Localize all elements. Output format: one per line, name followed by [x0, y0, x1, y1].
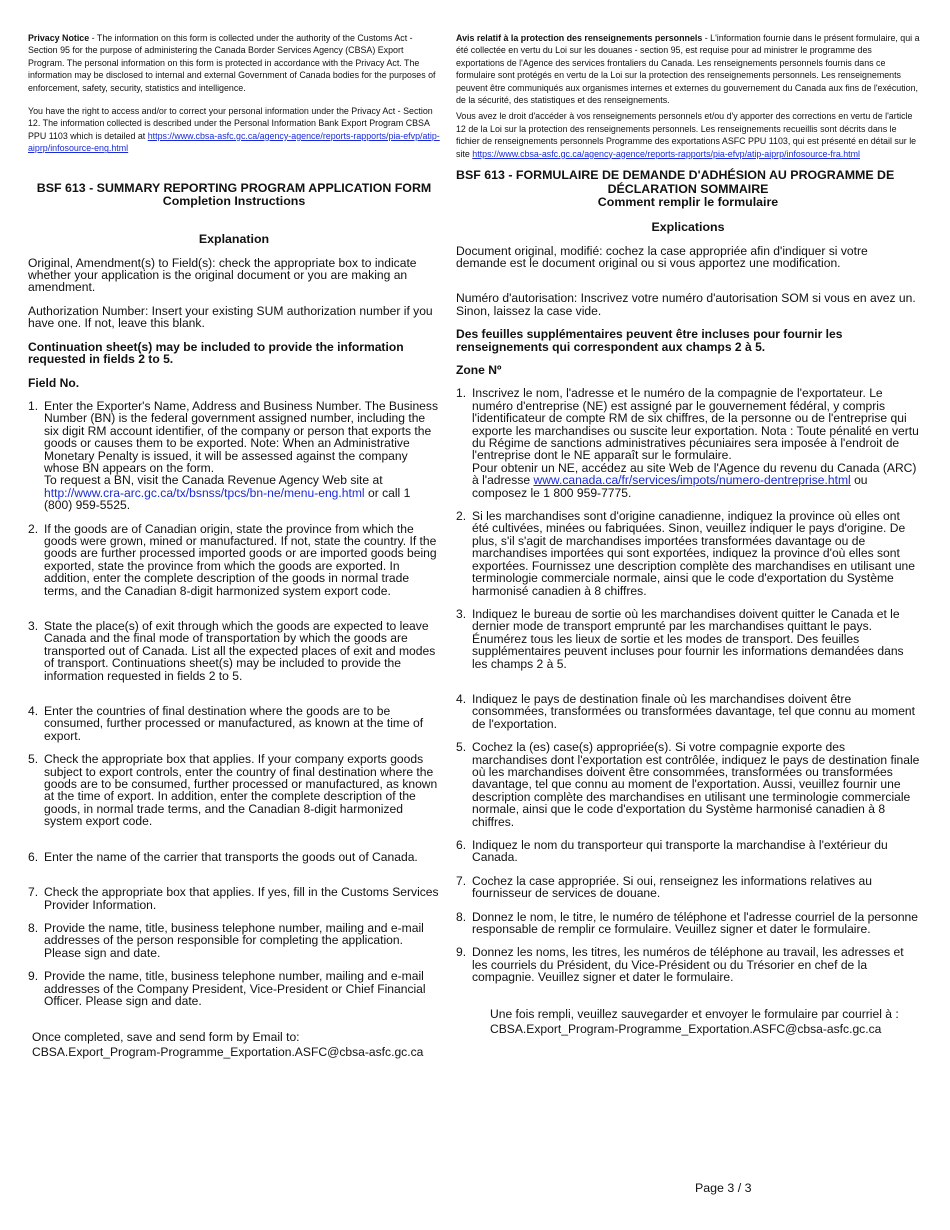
cra-bn-link-fr[interactable]: www.canada.ca/fr/services/impots/numero-dentreprise.html	[533, 473, 851, 488]
continuation-note-fr: Des feuilles supplémentaires peuvent être incluses pour fournir les renseignements qui correspondent aux champs 2 à 5.	[456, 327, 843, 354]
continuation-note-en: Continuation sheet(s) may be included to provide the information requested in fields 2 to 5.	[28, 339, 404, 367]
field-item-3-fr: 3. Indiquez le bureau de sortie où les marchandises doivent quitter le Canada et le dernier mode de transport emprunté par les marchandises quittant le pays. Énumérez tous les lieux de sortie et les modes de transport. Des feuilles supplémentaires peuvent incluses pour fournir les informations demandées dans les champs 2 à 5.	[456, 606, 904, 671]
infosource-link-fr[interactable]: https://www.cbsa-asfc.gc.ca/agency-agence/reports-rapports/pia-efvp/atip-aiprp/infosource-fra.html	[472, 148, 860, 159]
english-column	[28, 32, 440, 1060]
submission-footer-fr: Une fois rempli, veuillez sauvegarder et envoyer le formulaire par courriel à : CBSA.Export_Program-Programme_Exportation.ASFC@cbsa-asfc.gc.ca	[456, 1007, 920, 1037]
submission-email-fr[interactable]: CBSA.Export_Program-Programme_Exportation.ASFC@cbsa-asfc.gc.ca	[490, 1021, 882, 1036]
field-item-2-fr: 2. Si les marchandises sont d'origine canadienne, indiquez la province où elles ont été cultivées, minées ou fabriquées. Sinon, veuillez indiquer le pays d'origine. De plus, s'il s'agit de marchandises importées transformées davantage ou de marchandises importées qui sont exportées, indiquez la province d'où elles sont exportées. Fournissez une description complète des marchandises en utilisant une terminologie commerciale normale, ainsi que le code d'exportation du Système harmonisé canadien à 8 chiffres.	[456, 509, 916, 598]
french-column	[456, 32, 920, 1037]
authorization-number-para-fr: Numéro d'autorisation: Inscrivez votre numéro d'autorisation SOM si vous en avez un. Sinon, laissez la case vide.	[456, 291, 916, 318]
field-item-4-fr: 4. Indiquez le pays de destination finale où les marchandises doivent être consommées, transformées ou transformées davantage, tel que connu au moment de l'exportation.	[456, 691, 916, 731]
field-list-fr	[456, 387, 920, 983]
original-amendment-para-fr: Document original, modifié: cochez la case appropriée afin d'indiquer si votre demande est le document original ou si vous apportez une modification.	[456, 243, 868, 270]
form-title-fr: BSF 613 - FORMULAIRE DE DEMANDE D'ADHÉSION AU PROGRAMME DE DÉCLARATION SOMMAIRE Comment remplir le formulaire	[456, 168, 895, 210]
field-no-heading-fr: Zone Nº	[456, 363, 502, 377]
submission-footer-en: Once completed, save and send form by Email to: CBSA.Export_Program-Programme_Exportation.ASFC@cbsa-asfc.gc.ca	[28, 1030, 440, 1060]
privacy-notice-fr: Avis relatif à la protection des renseignements personnels - L'information fournie dans le présent formulaire, qui a été collectée en vertu du Loi sur les douanes - section 95, est requise pour ad ministrer le programme des exportations de l'Agence des services frontaliers du Canada. Les renseignements personnels fournis dans ce formulaire sont protégés en vertu de la Loi sur la protection des renseignements personnels. Les renseignements peuvent être communiqués aux organismes internes et externes du gouvernement du Canada aux fins de l'exécution, de la sécurité, des statistiques et des renseignements.	[456, 33, 920, 106]
field-item-1-en: 1. Enter the Exporter's Name, Address and Business Number. The Business Number (BN) is the federal government assigned number, including the six digit RM account identifier, of the company or person that exports the goods or causes them to be exported. Note: When an Administrative Monetary Penalty is issued, it will be assessed against the company whose BN appears on the form. To request a BN, visit the Canada Revenue Agency Web site at http://www.cra-arc.gc.ca/tx/bsnss/tpcs/bn-ne/menu-eng.html or call 1 (800) 959-5525.	[28, 398, 438, 513]
field-no-heading-en: Field No.	[28, 375, 80, 390]
field-item-3-en: 3. State the place(s) of exit through which the goods are expected to leave Canada and the final mode of transportation by which the goods are transported out of Canada. List all the expected places of exit and modes of transport. Continuations sheet(s) may be included to provide the information requested in fields 2 to 5.	[28, 619, 436, 683]
field-item-9-en: 9. Provide the name, title, business telephone number, mailing and e-mail addresses of the Company President, Vice-President or Chief Financial Officer. Please sign and date.	[28, 969, 426, 1008]
field-item-7-fr: 7. Cochez la case appropriée. Si oui, renseignez les informations relatives au fournisseur de services de douane.	[456, 873, 872, 901]
field-item-4-en: 4. Enter the countries of final destination where the goods are to be consumed, further processed or manufactured, as known at the time of export.	[28, 704, 424, 743]
original-amendment-para-en: Original, Amendment(s) to Field(s): check the appropriate box to indicate whether your application is the original document or you are making an amendment.	[28, 255, 417, 295]
authorization-number-para-en: Authorization Number: Insert your existing SUM authorization number if you have one. If not, leave this blank.	[28, 303, 433, 331]
field-item-6-en: 6. Enter the name of the carrier that transports the goods out of Canada.	[28, 849, 418, 864]
field-item-7-en: 7. Check the appropriate box that applies. If yes, fill in the Customs Services Provider Information.	[28, 885, 439, 912]
privacy-notice-en: Privacy Notice - The information on this form is collected under the authority of the Customs Act - Section 95 for the purpose of administering the Canada Border Services Agency (CBSA) Export Program. The personal information on this form is protected in accordance with the Privacy Act. The information may be disclosed to internal and external Government of Canada bodies for the purposes of enforcement, safety, security, statistics and intelligence.	[28, 33, 436, 93]
infosource-link-en[interactable]: https://www.cbsa-asfc.gc.ca/agency-agence/reports-rapports/pia-efvp/atip-aiprp/infosource-eng.html	[28, 130, 440, 154]
field-item-5-en: 5. Check the appropriate box that applies. If your company exports goods subject to export controls, enter the country of final destination where the goods are to be consumed, further processed or manufactured, as known at the time of export. In addition, enter the complete description of the goods, in normal trade terms, and the Canadian 8-digit harmonized system export code.	[28, 752, 438, 829]
explanation-heading-fr: Explications	[651, 219, 725, 234]
privacy-access-fr: Vous avez le droit d'accéder à vos renseignements personnels et/ou d'y apporter des corrections en vertu de l'article 12 de la Loi sur la protection des renseignements personnels. Les renseignements recueillis sont décrits dans le fichier de renseignements personnels Programme des exportations ASFC PPU 1103, qui est présenté en détail sur le site https://www.cbsa-asfc.gc.ca/agency-agence/reports-rapports/pia-efvp/atip-aiprp/infosource-fra.html	[456, 111, 917, 159]
field-item-8-fr: 8. Donnez le nom, le titre, le numéro de téléphone et l'adresse courriel de la personne responsable de remplir ce formulaire. Veuillez signer et dater le formulaire.	[456, 909, 919, 937]
field-item-6-fr: 6. Indiquez le nom du transporteur qui transporte la marchandise à l'extérieur du Canada.	[456, 838, 888, 865]
field-item-9-fr: 9. Donnez les noms, les titres, les numéros de téléphone au travail, les adresses et les courriels du Président, du Vice-Président ou du Trésorier en chef de la compagnie. Veuillez signer et dater le formulaire.	[456, 945, 904, 985]
field-list-en	[28, 400, 440, 1007]
field-item-5-fr: 5. Cochez la (es) case(s) appropriée(s). Si votre compagnie exporte des marchandises dont l'exportation est contrôlée, indiquez le pays de destination finale où les marchandises doivent être consommées, transformées ou transformées davantage, tel que connu au moment de l'exportation. Aussi, veuillez fournir une description complète des marchandises en utilisant une terminologie commerciale normale, ainsi que le code d'exportation du Système harmonisé canadien à 8 chiffres.	[456, 740, 920, 829]
cra-bn-link-en[interactable]: http://www.cra-arc.gc.ca/tx/bsnss/tpcs/bn-ne/menu-eng.html	[44, 485, 365, 500]
field-item-8-en: 8. Provide the name, title, business telephone number, mailing and e-mail addresses of the person responsible for completing the application. Please sign and date.	[28, 920, 424, 960]
privacy-access-en: You have the right to access and/or to correct your personal information under the Privacy Act - Section 12. The information collected is described under the Personal Information Bank Export Program CBSA PPU 1103 which is detailed at https://www.cbsa-asfc.gc.ca/agency-agence/reports-rapports/pia-efvp/atip-aiprp/infosource-eng.html	[28, 106, 440, 154]
explanation-heading-en: Explanation	[198, 231, 270, 246]
form-title-en: BSF 613 - SUMMARY REPORTING PROGRAM APPLICATION FORM Completion Instructions	[36, 180, 432, 209]
submission-email-en[interactable]: CBSA.Export_Program-Programme_Exportation.ASFC@cbsa-asfc.gc.ca	[32, 1045, 424, 1060]
field-item-2-en: 2. If the goods are of Canadian origin, state the province from which the goods were grown, mined or manufactured. If not, state the country. If the goods are further processed imported goods or are imported goods being exported, state the province from which the goods are exported. In addition, enter the complete description of the goods in normal trade terms, and the Canadian 8-digit harmonized system export code.	[28, 521, 437, 598]
page-number: Page 3 / 3	[695, 1181, 752, 1195]
field-item-1-fr: 1. Inscrivez le nom, l'adresse et le numéro de la compagnie de l'exportateur. Le numéro d'entreprise (NE) est assigné par le gouvernement fédéral, y compris l'identificateur de compte RM de six chiffres, de la personne ou de l'entreprise qui exporte les marchandises ou suscite leur exportation. Nota : Toute pénalité en vertu du Régime de sanctions administratives pécuniaires sera imposée à l'endroit de l'entreprise dont le NE apparaît sur le formulaire. Pour obtenir un NE, accédez au site Web de l'Agence du revenu du Canada (ARC) à l'adresse www.canada.ca/fr/services/impots/numero-dentreprise.html ou composez le 1 800 959-7775.	[456, 386, 919, 500]
